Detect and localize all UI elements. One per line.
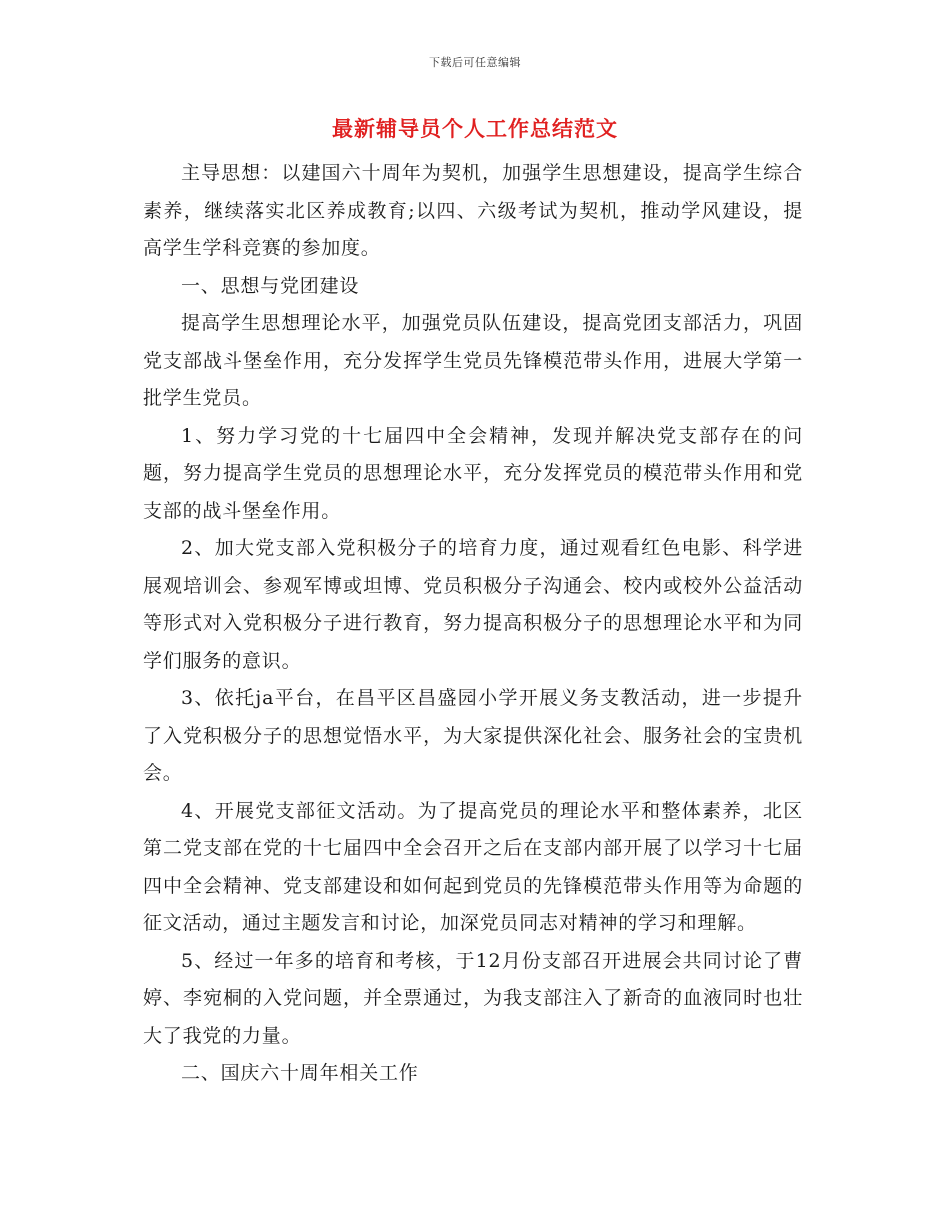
header-note: 下载后可任意编辑: [429, 56, 521, 69]
paragraph-intro: 主导思想：以建国六十周年为契机，加强学生思想建设，提高学生综合素养，继续落实北区养成教育;以四、六级考试为契机，推动学风建设，提高学生学科竞赛的参加度。: [143, 162, 803, 259]
list-item-1: 1、努力学习党的十七届四中全会精神，发现并解决党支部存在的问题，努力提高学生党员的思想理论水平，充分发挥党员的模范带头作用和党支部的战斗堡垒作用。: [143, 424, 803, 522]
list-item-5: 5、经过一年多的培育和考核，于12月份支部召开进展会共同讨论了曹婷、李宛桐的入党问题，并全票通过，为我支部注入了新奇的血液同时也壮大了我党的力量。: [143, 949, 803, 1047]
list-item-4: 4、开展党支部征文活动。为了提高党员的理论水平和整体素养，北区第二党支部在党的十七届四中全会召开之后在支部内部开展了以学习十七届四中全会精神、党支部建设和如何起到党员的先锋模范带头作用等为命题的征文活动，通过主题发言和讨论，加深党员同志对精神的学习和理解。: [143, 799, 803, 934]
section-heading-1: 一、思想与党团建设: [181, 274, 360, 297]
section-heading-2: 二、国庆六十周年相关工作: [181, 1062, 419, 1084]
paragraph: 提高学生思想理论水平，加强党员队伍建设，提高党团支部活力，巩固党支部战斗堡垒作用，充分发挥学生党员先锋模范带头作用，进展大学第一批学生党员。: [143, 312, 803, 409]
document-title: 最新辅导员个人工作总结范文: [332, 117, 618, 141]
document-body: [143, 155, 803, 1093]
list-item-3: 3、依托ja平台，在昌平区昌盛园小学开展义务支教活动，进一步提升了入党积极分子的思想觉悟水平，为大家提供深化社会、服务社会的宝贵机会。: [143, 687, 803, 784]
list-item-2: 2、加大党支部入党积极分子的培育力度，通过观看红色电影、科学进展观培训会、参观军博或坦博、党员积极分子沟通会、校内或校外公益活动等形式对入党积极分子进行教育，努力提高积极分子的思想理论水平和为同学们服务的意识。: [143, 537, 803, 672]
